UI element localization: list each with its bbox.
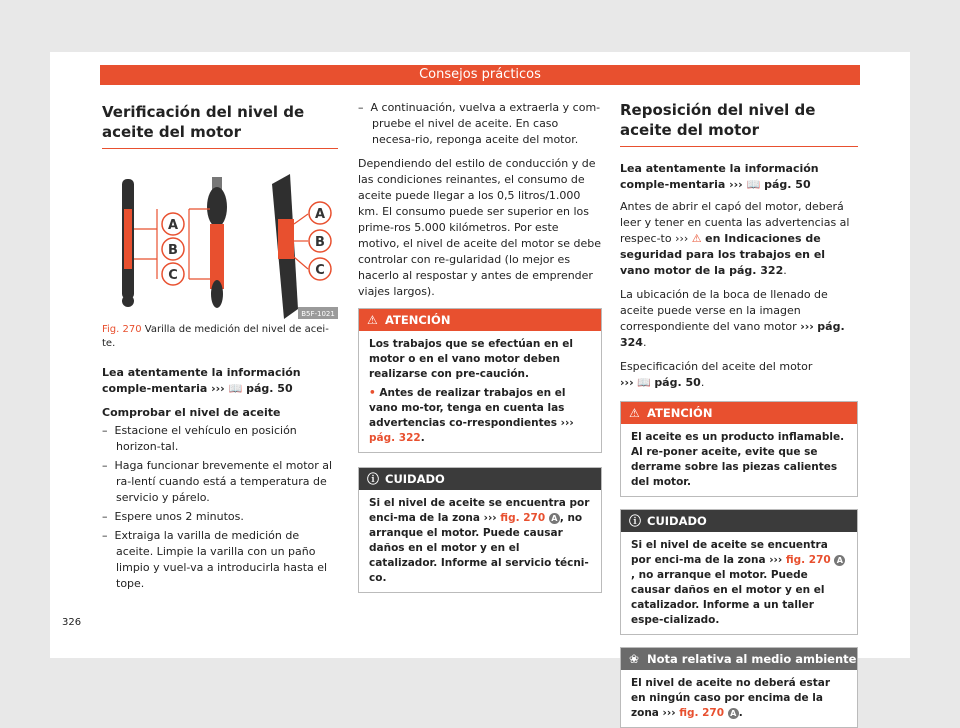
- info-icon: ⓘ: [367, 472, 380, 486]
- warning-body: [359, 331, 601, 452]
- read-more: [102, 365, 338, 397]
- right-spec: Especificación del aceite del motor ››› 📖 pág. 50.: [620, 360, 813, 389]
- right-caution-link[interactable]: fig. 270: [785, 554, 831, 566]
- step-4: – Extraiga la varilla de medición de aceite. Limpie la varilla con un paño limpio y vuel-va a introducirla hasta el tope.: [102, 529, 328, 590]
- caution-box: [358, 467, 602, 593]
- label-b: B: [168, 243, 178, 258]
- caution-link[interactable]: fig. 270: [500, 512, 546, 524]
- label-b-right: B: [315, 235, 325, 250]
- label-a-right: A: [314, 207, 326, 222]
- warning-box: [358, 308, 602, 453]
- zone-a-badge: A: [549, 513, 560, 524]
- step-2: – Haga funcionar brevemente el motor al ra-lentí cuando está a temperatura de servicio y párelo.: [102, 459, 333, 504]
- environment-box: [620, 647, 858, 728]
- warning-small-icon: ⚠: [691, 232, 702, 245]
- figure-caption-label: Fig. 270: [102, 324, 142, 335]
- book-icon-3: 📖: [637, 376, 651, 389]
- warning-icon: ⚠: [367, 313, 378, 327]
- left-column: [102, 102, 338, 595]
- right-paragraph-1: Antes de abrir el capó del motor, deberá leer y tener en cuenta las advertencias al respec-to ››› ⚠ en Indicaciones de seguridad para los trabajos en el vano motor de la pág. 322.: [620, 200, 850, 277]
- right-warning-body: El aceite es un producto inflamable. Al re-poner aceite, evite que se derrame sobre las piezas calientes del motor.: [631, 431, 845, 488]
- middle-column: [358, 100, 602, 593]
- caution-header: ⓘ CUIDADO: [359, 468, 601, 490]
- dipstick-illustration: [102, 169, 338, 319]
- environment-link[interactable]: fig. 270: [679, 707, 725, 719]
- read-more-text: Lea atentamente la información comple-mentaria: [102, 366, 301, 395]
- right-link-1[interactable]: en Indicaciones de seguridad para los trabajos en el vano motor de la pág. 322: [620, 232, 826, 277]
- label-c: C: [168, 268, 178, 283]
- consumption-paragraph: Dependiendo del estilo de conducción y de las condiciones reinantes, el consumo de aceite puede llegar a los 0,5 litros/1.000 km. El consumo puede ser superior en los prime-ros 5.000 kilómetros. Por este motivo, el nivel de aceite del motor se debe controlar con re-gularidad (lo mejor es hacerlo al respostar y antes de emprender viajes largos).: [358, 157, 601, 298]
- warning-header: ⚠ ATENCIÓN: [359, 309, 601, 331]
- right-link-2[interactable]: pág. 324: [620, 320, 845, 349]
- right-warning-box: [620, 401, 858, 497]
- zone-a-badge-2: A: [834, 555, 845, 566]
- right-column: [620, 100, 858, 728]
- warning-text-2: • Antes de realizar trabajos en el vano mo-tor, tenga en cuenta las advertencias co-rrespondientes ››› pág. 322.: [369, 387, 574, 444]
- label-c-right: C: [315, 263, 325, 278]
- right-section-title: Reposición del nivel de aceite del motor: [620, 100, 858, 147]
- info-icon-2: ⓘ: [629, 514, 642, 528]
- right-read-more: Lea atentamente la información comple-mentaria ››› 📖 pág. 50: [620, 162, 819, 191]
- right-caution-header: ⓘ CUIDADO: [621, 510, 857, 532]
- warning-link[interactable]: pág. 322: [369, 432, 421, 444]
- label-a: A: [167, 218, 179, 233]
- left-section-title: Verificación del nivel de aceite del motor: [102, 102, 338, 149]
- book-icon: 📖: [228, 382, 243, 395]
- section-header: Consejos prácticos: [100, 65, 860, 85]
- right-caution-body: Si el nivel de aceite se encuentra por enci-ma de la zona ››› fig. 270 A, no arranque el motor. Puede causar daños en el motor y en el catalizador. Informe a un taller espe-cializado.: [621, 532, 857, 634]
- right-link-3[interactable]: pág. 50: [654, 376, 701, 389]
- read-more-link[interactable]: pág. 50: [246, 382, 293, 395]
- step-5: – A continuación, vuelva a extraerla y com-pruebe el nivel de aceite. En caso necesa-rio, reponga aceite del motor.: [358, 101, 601, 146]
- figure-code: B5F-1021: [301, 310, 335, 318]
- right-read-more-link[interactable]: pág. 50: [764, 178, 811, 191]
- arrow-icon: ›››: [211, 382, 225, 395]
- step-1: – Estacione el vehículo en posición horizon-tal.: [102, 424, 297, 453]
- check-title: Comprobar el nivel de aceite: [102, 406, 281, 419]
- figure-caption-text: Varilla de medición del nivel de acei-te.: [102, 324, 329, 349]
- figure-270: [102, 169, 338, 319]
- figure-caption: [102, 323, 338, 351]
- environment-header: ❀ Nota relativa al medio ambiente: [621, 648, 857, 670]
- caution-body: Si el nivel de aceite se encuentra por enci-ma de la zona ››› fig. 270 A , no arranque el motor. Puede causar daños en el motor y en el catalizador. Informe al servicio técni-co.: [369, 497, 590, 584]
- environment-icon: ❀: [629, 652, 640, 666]
- right-caution-box: [620, 509, 858, 635]
- right-warning-header: ⚠ ATENCIÓN: [621, 402, 857, 424]
- page-number: 326: [62, 617, 82, 628]
- warning-text-1: Los trabajos que se efectúan en el motor o en el vano motor deben realizarse con pre-caución.: [369, 338, 573, 380]
- right-paragraph-2: La ubicación de la boca de llenado de aceite puede verse en la imagen correspondiente del vano motor ››› pág. 324.: [620, 288, 845, 349]
- book-icon-2: 📖: [746, 178, 761, 191]
- warning-icon-2: ⚠: [629, 406, 640, 420]
- step-3: – Espere unos 2 minutos.: [102, 510, 244, 523]
- zone-a-badge-3: A: [728, 708, 739, 719]
- environment-body: El nivel de aceite no deberá estar en ningún caso por encima de la zona ››› fig. 270 A .: [631, 677, 831, 719]
